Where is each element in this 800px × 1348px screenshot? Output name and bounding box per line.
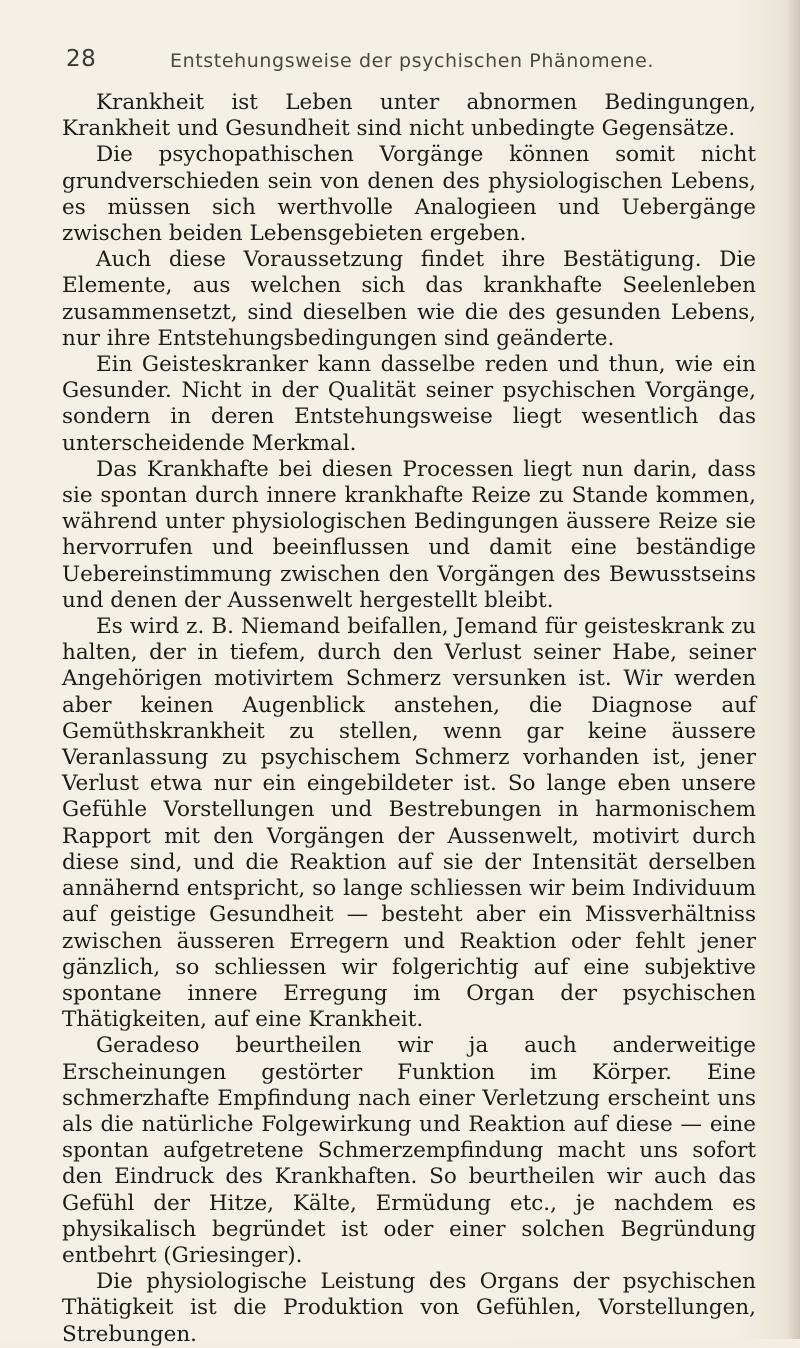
paragraph-4: Ein Geisteskranker kann dasselbe reden und thun, wie ein Gesunder. Nicht in der Qualität seiner psychischen Vorgänge, sondern in deren Entstehungsweise liegt wesentlich das unterscheidende Merkmal. [62,352,756,456]
running-head [66,46,746,82]
paragraph-7: Geradeso beurtheilen wir ja auch anderweitige Erscheinungen gestörter Funktion im Körper. Eine schmerzhafte Empfindung nach einer Verletzung erscheint uns als die natürliche Folgewirkung und Reaktion auf diese — eine spontan aufgetretene Schmerzempfindung macht uns sofort den Eindruck des Krankhaften. So beurtheilen wir auch das Gefühl der Hitze, Kälte, Ermüdung etc., je nachdem es physikalisch begründet ist oder einer solchen Begründung entbehrt (Griesinger). [62,1033,756,1268]
page-number: 28 [66,46,97,72]
paragraph-8: Die physiologische Leistung des Organs der psychischen Thätigkeit ist die Produktion von Gefühlen, Vorstellungen, Strebungen. [62,1269,756,1347]
paragraph-5: Das Krankhafte bei diesen Processen liegt nun darin, dass sie spontan durch innere krankhafte Reize zu Stande kommen, während unter physiologischen Bedingungen äussere Reize sie hervorrufen und beeinflussen und damit eine beständige Uebereinstimmung zwischen den Vorgängen des Bewusstseins und denen der Aussenwelt hergestellt bleibt. [62,456,756,613]
paragraph-6: Es wird z. B. Niemand beifallen, Jemand für geisteskrank zu halten, der in tiefem, durch den Verlust seiner Habe, seiner Angehörigen motivirtem Schmerz versunken ist. Wir werden aber keinen Augenblick anstehen, die Diagnose auf Gemüthskrankheit zu stellen, wenn gar keine äussere Veranlassung zu psychischem Schmerz vorhanden ist, jener Verlust etwa nur ein eingebildeter ist. So lange eben unsere Gefühle Vorstellungen und Bestrebungen in harmonischem Rapport mit den Vorgängen der Aussenwelt, motivirt durch diese sind, und die Reaktion auf sie der Intensität derselben annähernd entspricht, so lange schliessen wir beim Individuum auf geistige Gesundheit — besteht aber ein Missverhältniss zwischen äusseren Erregern und Reaktion oder fehlt jener gänzlich, so schliessen wir folgerichtig auf eine subjektive spontane innere Erregung im Organ der psychischen Thätigkeiten, auf eine Krankheit. [62,614,756,1033]
paragraph-1: Krankheit ist Leben unter abnormen Bedingungen, Krankheit und Gesundheit sind nicht unbedingte Gegensätze. [62,90,756,142]
body-text [62,90,756,1348]
running-title: Entstehungsweise der psychischen Phänomene. [170,50,655,72]
page-edge-shadow [786,0,800,1339]
paragraph-3: Auch diese Voraussetzung findet ihre Bestätigung. Die Elemente, aus welchen sich das krankhafte Seelenleben zusammensetzt, sind dieselben wie die des gesunden Lebens, nur ihre Entstehungsbedingungen sind geänderte. [62,247,756,351]
paragraph-2: Die psychopathischen Vorgänge können somit nicht grundverschieden sein von denen des physiologischen Lebens, es müssen sich werthvolle Analogieen und Uebergänge zwischen beiden Lebensgebieten ergeben. [62,142,756,247]
